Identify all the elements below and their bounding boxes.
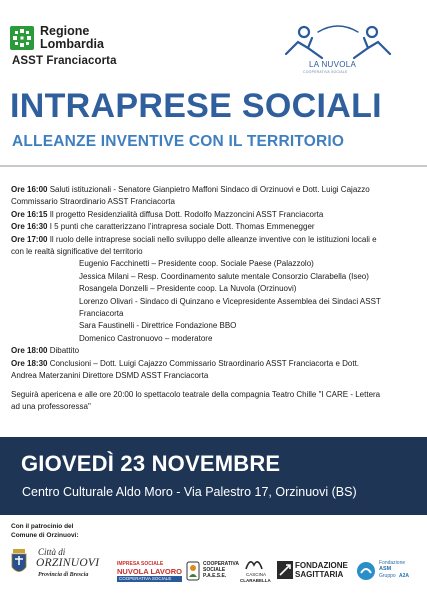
la-nuvola-name: LA NUVOLA	[309, 60, 357, 69]
program-item-continued: con le realtà significative del territorio	[11, 247, 143, 257]
program-item	[11, 184, 419, 196]
speaker: Eugenio Facchinetti – Presidente coop. Sociale Paese (Palazzolo)	[79, 259, 314, 269]
event-venue: Centro Culturale Aldo Moro - Via Palestro 17, Orzinuovi (BS)	[22, 485, 357, 499]
program-item	[11, 234, 419, 246]
paese-line2: SOCIALE	[203, 567, 226, 573]
sagittaria-line1: FONDAZIONE	[295, 561, 348, 570]
orzinuovi-logo-line2: ORZINUOVI	[36, 557, 100, 569]
speaker: Jessica Milani – Resp. Coordinamento salute mentale Consorzio Clarabella (Iseo)	[79, 271, 369, 281]
partner-logos	[0, 545, 427, 595]
program-text: Conclusioni – Dott. Luigi Cajazzo Commissario Straordinario ASST Franciacorta e Dott.	[47, 358, 360, 368]
page-subtitle: ALLEANZE INVENTIVE CON IL TERRITORIO	[12, 133, 345, 150]
asm-logo-icon	[356, 561, 376, 581]
la-nuvola-subtitle: COOPERATIVA SOCIALE	[303, 70, 348, 74]
sagittaria-line2: SAGITTARIA	[295, 570, 344, 579]
patronage-label: Con il patrocinio del Comune di Orzinuovi:	[11, 523, 79, 539]
program-item	[11, 345, 419, 357]
program-text: Saluti istituzionali - Senatore Gianpietro Maffoni Sindaco di Orzinuovi e Dott. Luigi Cajazzo	[47, 185, 370, 194]
speaker: Sara Faustinelli - Direttrice Fondazione BBO	[79, 321, 237, 331]
orzinuovi-crest-icon	[10, 549, 28, 577]
header	[0, 0, 427, 80]
program-text: Il progetto Residenzialità diffusa Dott. Rodolfo Mazzoncini ASST Franciacorta	[47, 209, 324, 219]
program-time: Ore 16:00	[11, 185, 48, 194]
clarabella-line2: CLARABELLA	[240, 578, 271, 583]
asm-line2: ASM	[379, 566, 392, 572]
program-item-continued: Commissario Straordinario ASST Franciacorta	[11, 197, 175, 207]
program-list	[11, 184, 419, 413]
program-item	[11, 221, 419, 233]
asst-franciacorta-label: ASST Franciacorta	[12, 55, 117, 67]
speaker-continued: Franciacorta	[79, 309, 124, 319]
regione-lombardia-logo-icon	[10, 26, 34, 50]
orzinuovi-logo-line3: Provincia di Brescia	[38, 572, 89, 578]
program-text: Il ruolo delle intraprese sociali nello sviluppo delle alleanze inventive con le istituzioni locali e	[47, 234, 377, 244]
asm-line3: Gruppo	[379, 573, 396, 579]
regione-lombardia-label: Regione Lombardia	[40, 24, 104, 51]
sagittaria-logo-icon	[277, 561, 293, 579]
impresa-sociale-bar	[117, 576, 182, 582]
impresa-sociale-line2: NUVOLA LAVORO	[117, 567, 182, 576]
program-time: Ore 18:30	[11, 358, 48, 368]
program-text: I 5 punti che caratterizzano l’intrapresa sociale Dott. Thomas Emmenegger	[47, 222, 315, 232]
speaker: Lorenzo Olivari - Sindaco di Quinzano e Vicepresidente Assemblea dei Sindaci ASST	[79, 296, 381, 306]
program-item	[11, 358, 419, 370]
paese-logo-icon	[186, 561, 200, 581]
divider	[0, 165, 427, 167]
program-time: Ore 18:00	[11, 346, 48, 356]
impresa-sociale-line3: COOPERATIVA SOCIALE	[119, 576, 172, 581]
clarabella-logo-icon	[244, 557, 264, 571]
orzinuovi-logo-line1: Città di	[38, 547, 66, 557]
closing-note-continued: ad una professoressa"	[11, 401, 91, 411]
impresa-sociale-line1: IMPRESA SOCIALE	[117, 561, 164, 567]
paese-line1: COOPERATIVA	[203, 561, 239, 567]
paese-line3: P.A.E.S.E.	[203, 573, 227, 579]
speaker: Rosangela Donzelli – Presidente coop. La Nuvola (Orzinuovi)	[79, 284, 297, 294]
event-date: GIOVEDÌ 23 NOVEMBRE	[21, 451, 281, 476]
clarabella-line1: CASCINA	[246, 572, 267, 577]
program-item	[11, 209, 419, 221]
program-time: Ore 16:15	[11, 209, 48, 219]
program-time: Ore 17:00	[11, 234, 48, 244]
asm-line1: Fondazione	[379, 560, 406, 566]
speaker: Domenico Castronuovo – moderatore	[79, 333, 213, 343]
closing-note: Seguirà apericena e alle ore 20:00 lo spettacolo teatrale della compagnia Teatro Chille "I CARE - Lettera	[11, 389, 381, 399]
asm-line4: A2A	[399, 573, 410, 579]
program-text: Dibattito	[47, 346, 80, 356]
page-title: INTRAPRESE SOCIALI	[10, 87, 382, 125]
program-item-continued: Andrea Materzanini Direttore DSMD ASST Franciacorta	[11, 371, 209, 381]
program-time: Ore 16:30	[11, 222, 48, 232]
